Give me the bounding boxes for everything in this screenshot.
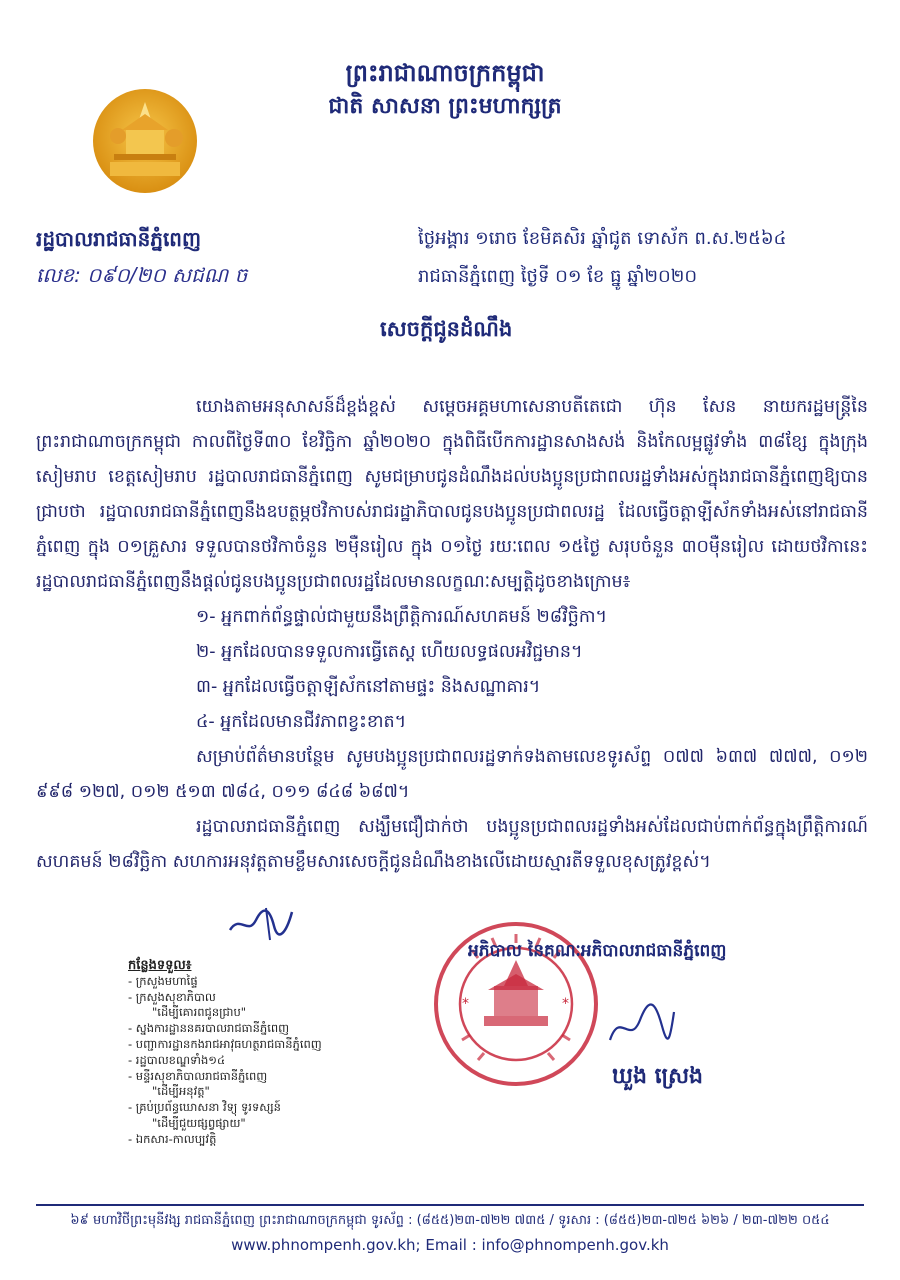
solar-date: រាជធានីភ្នំពេញ ថ្ងៃទី ០១ ខែ ធ្នូ ឆ្នាំ២០២០ <box>418 266 698 287</box>
national-motto: ជាតិ សាសនា ព្រះមហាក្សត្រ <box>328 94 562 119</box>
criteria-item: ១- អ្នកពាក់ព័ន្ធផ្ទាល់ជាមួយនឹងព្រឹត្តិការណ៍សហគមន៍ ២៨វិច្ឆិកា។ <box>196 607 608 627</box>
lunar-date: ថ្ងៃអង្គារ ១រោច ខែមិគសិរ ឆ្នាំជូត ទោស័ក ព.ស.២៥៦៤ <box>418 228 787 249</box>
recipient-item: - បញ្ជាការដ្ឋានកងរាជអាវុធហត្ថរាជធានីភ្នំពេញ <box>128 1036 322 1051</box>
signatory-name: ឃួង ស្រេង <box>612 1064 704 1089</box>
recipient-item: - រដ្ឋបាលខណ្ឌទាំង១៤ <box>128 1052 226 1067</box>
kingdom-heading: ព្រះរាជាណាចក្រកម្ពុជា <box>345 59 545 87</box>
body-paragraph-3: រដ្ឋបាលរាជធានីភ្នំពេញ សង្ឃឹមជឿជាក់ថា បងប្អូនប្រជាពលរដ្ឋទាំងអស់ដែលជាប់ពាក់ព័ន្ធក្នុងព្រឹត្តិការណ៍សហគមន៍ ២៨វិច្ឆិកា សហការអនុវត្តតាមខ្លឹមសារសេចក្តីជូនដំណឹងខាងលើដោយស្មារតីទទួលខុសត្រូវខ្ពស់។ <box>36 817 868 872</box>
criteria-item: ២- អ្នកដែលបានទទួលការធ្វើតេស្ត ហើយលទ្ធផលអវិជ្ជមាន។ <box>196 642 583 662</box>
footer-divider <box>36 1204 864 1206</box>
criteria-item: ៤- អ្នកដែលមានជីវភាពខ្វះខាត។ <box>196 712 407 732</box>
recipient-note: "ដើម្បីអនុវត្ត" <box>152 1084 210 1099</box>
recipient-note: "ដើម្បីជួយផ្សព្វផ្សាយ" <box>152 1115 246 1130</box>
footer-address: ៦៩ មហាវិថីព្រះមុនីវង្ស រាជធានីភ្នំពេញ ព្រះរាជាណាចក្រកម្ពុជា ទូរស័ព្ទ : (៨៥៥)២៣-៧២២ ៧៣៥ / ទូរសារ : (៨៥៥)២៣-៧២៥ ៦២៦ / ២៣-៧២២ ០៥៤ <box>70 1213 830 1228</box>
recipient-item: - ក្រសួងសុខាភិបាល <box>128 989 216 1004</box>
recipient-note: "ដើម្បីគោរពជូនជ្រាប" <box>152 1005 247 1020</box>
footer-web: www.phnompenh.gov.kh; Email : info@phnompenh.gov.kh <box>231 1236 669 1254</box>
recipient-item: - ក្រសួងមហាផ្ទៃ <box>128 973 198 988</box>
body-paragraph-1: យោងតាមអនុសាសន៍ដ៏ខ្ពង់ខ្ពស់ សម្តេចអគ្គមហាសេនាបតីតេជោ ហ៊ុន សែន នាយករដ្ឋមន្ត្រីនៃព្រះរាជាណាចក្រកម្ពុជា កាលពីថ្ងៃទី៣០ ខែវិច្ឆិកា ឆ្នាំ២០២០ ក្នុងពិធីបើកការដ្ឋានសាងសង់ និងកែលម្អផ្លូវទាំង ៣៨ខ្សែ ក្នុងក្រុងសៀមរាប ខេត្តសៀមរាប រដ្ឋបាលរាជធានីភ្នំពេញ សូមជម្រាបជូនដំណឹងដល់បងប្អូនប្រជាពលរដ្ឋទាំងអស់ក្នុងរាជធានីភ្នំពេញឱ្យបានជ្រាបថា រដ្ឋបាលរាជធានីភ្នំពេញនឹងឧបត្ថម្ភថវិកាបស់រាជរដ្ឋាភិបាលជូនបងប្អូនប្រជាពលរដ្ឋ ដែលធ្វើចត្តាឡីស័កទាំងអស់នៅរាជធានីភ្នំពេញ ក្នុង ០១គ្រួសារ ទទួលបានថវិកាចំនួន ២ម៉ឺនរៀល ក្នុង ០១ថ្ងៃ រយៈពេល ១៥ថ្ងៃ សរុបចំនួន ៣០ម៉ឺនរៀល ដោយថវិកានេះ រដ្ឋបាលរាជធានីភ្នំពេញនឹងផ្តល់ជូនបងប្អូនប្រជាពលរដ្ឋដែលមានលក្ខណៈសម្បត្តិដូចខាងក្រោម៖ <box>36 397 868 592</box>
letter-body <box>36 390 868 880</box>
svg-text:*: * <box>462 996 469 1012</box>
recipient-item: - ស្នងការដ្ឋាននគរបាលរាជធានីភ្នំពេញ <box>128 1021 290 1036</box>
svg-text:*: * <box>562 996 569 1012</box>
recipient-item: - ឯកសារ-កាលប្បវត្តិ <box>128 1131 217 1146</box>
recipient-item: - មន្ទីរសុខាភិបាលរាជធានីភ្នំពេញ <box>128 1068 268 1083</box>
document-subject: សេចក្តីជូនដំណឹង <box>380 317 513 341</box>
criteria-item: ៣- អ្នកដែលធ្វើចត្តាឡីស័កនៅតាមផ្ទះ និងសណ្ឋាគារ។ <box>196 677 541 697</box>
reference-number: លេខ: ០៩០/២០ សជណ ច <box>36 263 248 287</box>
signatory-title: អភិបាល នៃគណៈអភិបាលរាជធានីភ្នំពេញ <box>468 941 727 961</box>
recipients-title: កន្លែងទទួល៖ <box>128 958 192 973</box>
issuing-office: រដ្ឋបាលរាជធានីភ្នំពេញ <box>36 227 202 251</box>
body-paragraph-2: សម្រាប់ព័ត៌មានបន្ថែម សូមបងប្អូនប្រជាពលរដ្ឋទាក់ទងតាមលេខទូរស័ព្ទ ០៧៧ ៦៣៧ ៧៧៧, ០១២ ៩៩៨ ១២៧, ០១២ ៥១៣ ៧៨៤, ០១១ ៨៤៨ ៦៨៧។ <box>36 747 868 802</box>
recipient-item: - គ្រប់ប្រព័ន្ធឃោសនា វិទ្យុ ទូរទស្សន៍ <box>128 1100 281 1115</box>
recipients-block <box>128 958 388 1148</box>
signature-scribble-icon <box>600 1000 680 1050</box>
handwritten-initial-icon <box>226 904 296 944</box>
city-emblem-icon <box>92 88 198 194</box>
